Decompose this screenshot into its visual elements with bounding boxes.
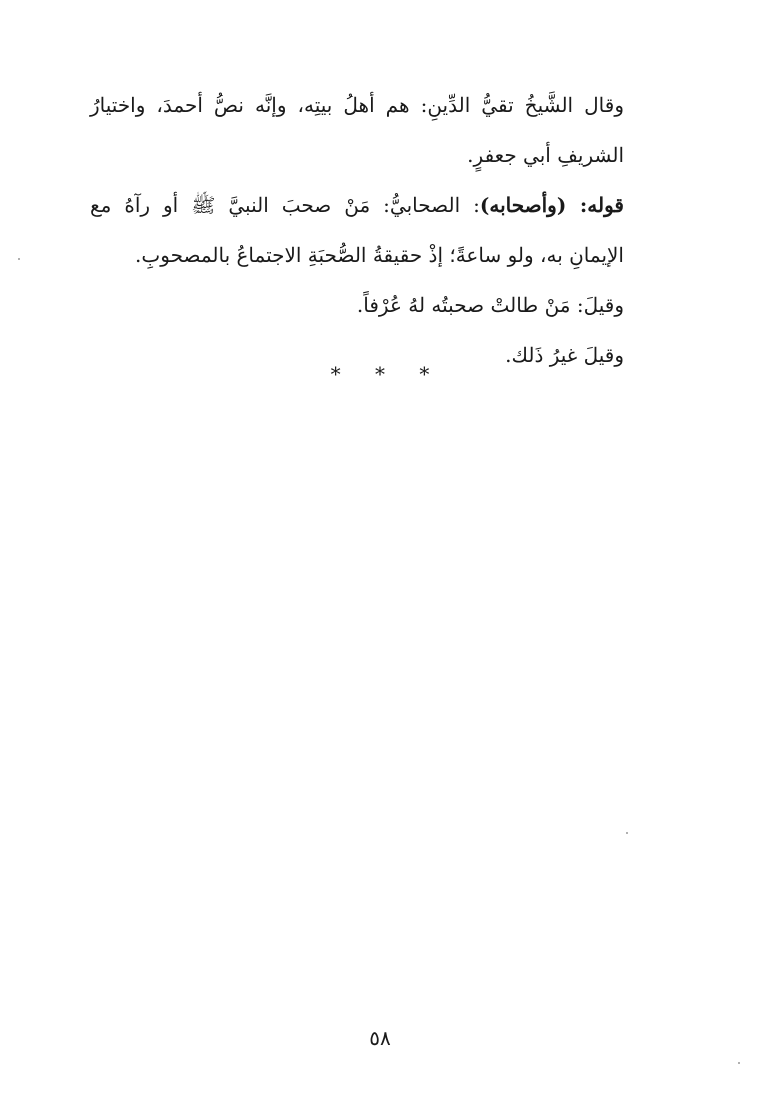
paragraph-text: وقيلَ غيرُ ذَلك. bbox=[505, 343, 624, 367]
page-number: ٥٨ bbox=[369, 1026, 391, 1050]
divider-asterisk-icon: * bbox=[419, 362, 430, 386]
scan-speck bbox=[738, 1062, 740, 1064]
paragraph-another-view bbox=[90, 280, 662, 330]
paragraph-label: قوله: (وأصحابه) bbox=[479, 193, 624, 217]
paragraph-text: : الصحابيُّ: مَنْ صحبَ النبيَّ ﷺ أو رآهُ مع الإيمانِ به، ولو ساعةً؛ إذْ حقيقةُ الصُّحبَةِ الاجتماعُ بالمصحوبِ. bbox=[90, 193, 624, 267]
paragraph-sheikh-taqi bbox=[90, 80, 662, 180]
body-text bbox=[90, 80, 662, 380]
paragraph-companions bbox=[90, 180, 662, 280]
scan-speck bbox=[18, 258, 20, 260]
paragraph-text: وقيلَ: مَنْ طالتْ صحبتُه لهُ عُرْفاً. bbox=[356, 293, 624, 317]
divider-asterisk-icon: * bbox=[330, 362, 341, 386]
scan-speck bbox=[626, 832, 628, 834]
divider-asterisk-icon: * bbox=[375, 362, 385, 386]
section-divider bbox=[0, 362, 760, 386]
paragraph-text: وقال الشَّيخُ تقيُّ الدِّينِ: هم أهلُ بيتِه، وإنَّه نصُّ أحمدَ، واختيارُ الشريفِ أبي جعفرٍ. bbox=[90, 93, 624, 167]
